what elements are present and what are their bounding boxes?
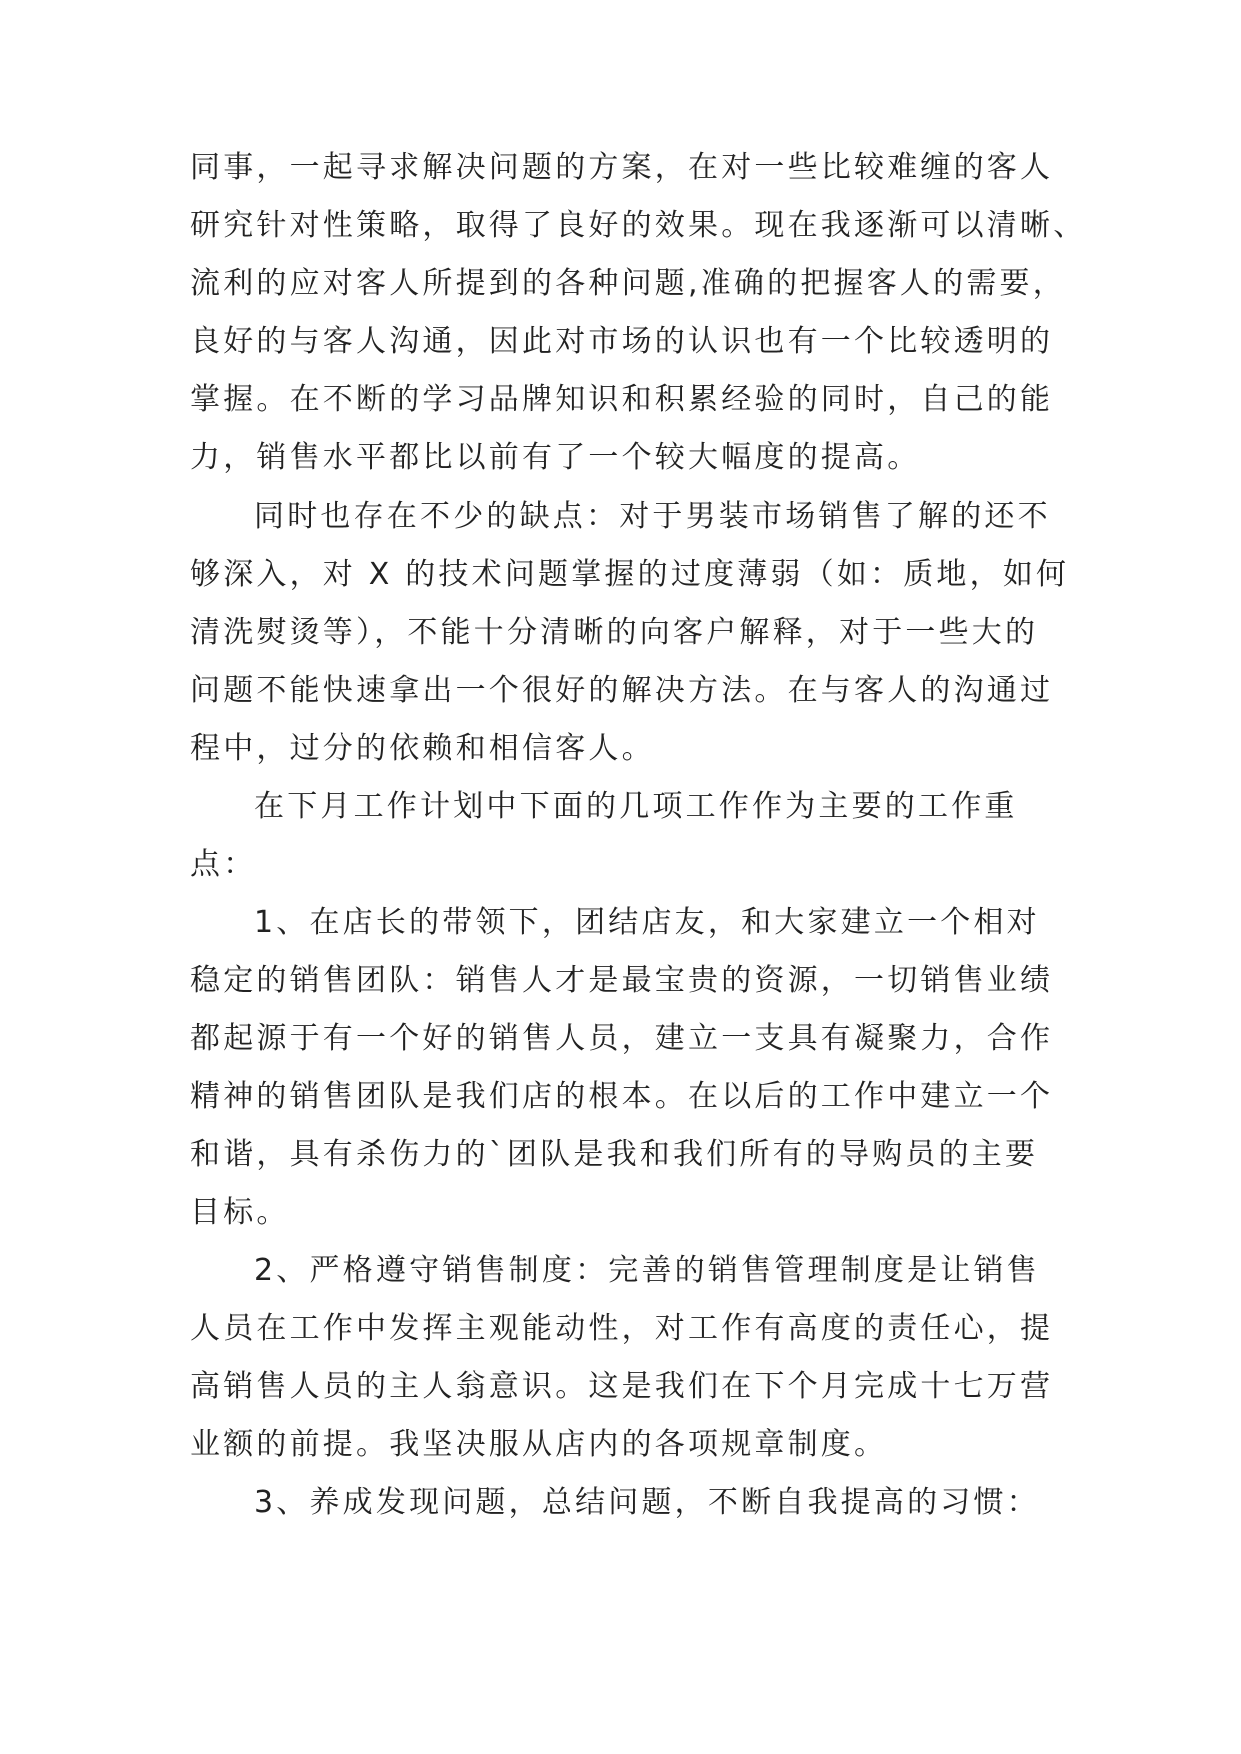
text-line: 都起源于有一个好的销售人员，建立一支具有凝聚力，合作 [190, 1021, 1054, 1056]
text-line: 研究针对性策略，取得了良好的效果。现在我逐渐可以清晰、 [190, 208, 1087, 243]
text-line: 高销售人员的主人翁意识。这是我们在下个月完成十七万营 [190, 1369, 1054, 1404]
paragraph-first-line: 在下月工作计划中下面的几项工作作为主要的工作重 [254, 789, 1018, 824]
text-line: 够深入，对 X 的技术问题掌握的过度薄弱（如：质地，如何 [190, 557, 1070, 592]
text-line: 人员在工作中发挥主观能动性，对工作有高度的责任心，提 [190, 1311, 1054, 1346]
text-line: 问题不能快速拿出一个很好的解决方法。在与客人的沟通过 [190, 673, 1054, 708]
text-line: 掌握。在不断的学习品牌知识和积累经验的同时，自己的能 [190, 382, 1054, 417]
text-line: 清洗熨烫等），不能十分清晰的向客户解释，对于一些大的 [190, 615, 1039, 650]
text-line: 程中，过分的依赖和相信客人。 [190, 731, 655, 766]
list-item-3-first-line: 3、养成发现问题，总结问题，不断自我提高的习惯： [254, 1485, 1040, 1520]
text-line: 良好的与客人沟通，因此对市场的认识也有一个比较透明的 [190, 324, 1054, 359]
text-line: 点： [190, 847, 257, 882]
text-line: 稳定的销售团队：销售人才是最宝贵的资源，一切销售业绩 [190, 963, 1054, 998]
list-item-2-first-line: 2、严格遵守销售制度：完善的销售管理制度是让销售 [254, 1253, 1040, 1288]
text-line: 流利的应对客人所提到的各种问题,准确的把握客人的需要， [190, 266, 1066, 301]
text-line: 精神的销售团队是我们店的根本。在以后的工作中建立一个 [190, 1079, 1054, 1114]
text-line: 同事，一起寻求解决问题的方案，在对一些比较难缠的客人 [190, 150, 1054, 185]
text-line: 业额的前提。我坚决服从店内的各项规章制度。 [190, 1427, 888, 1462]
paragraph-first-line: 同时也存在不少的缺点：对于男装市场销售了解的还不 [254, 499, 1051, 534]
text-line: 和谐，具有杀伤力的`团队是我和我们所有的导购员的主要 [190, 1137, 1039, 1172]
list-item-1-first-line: 1、在店长的带领下，团结店友，和大家建立一个相对 [254, 905, 1040, 940]
text-line: 力，销售水平都比以前有了一个较大幅度的提高。 [190, 440, 921, 475]
text-line: 目标。 [190, 1195, 290, 1230]
